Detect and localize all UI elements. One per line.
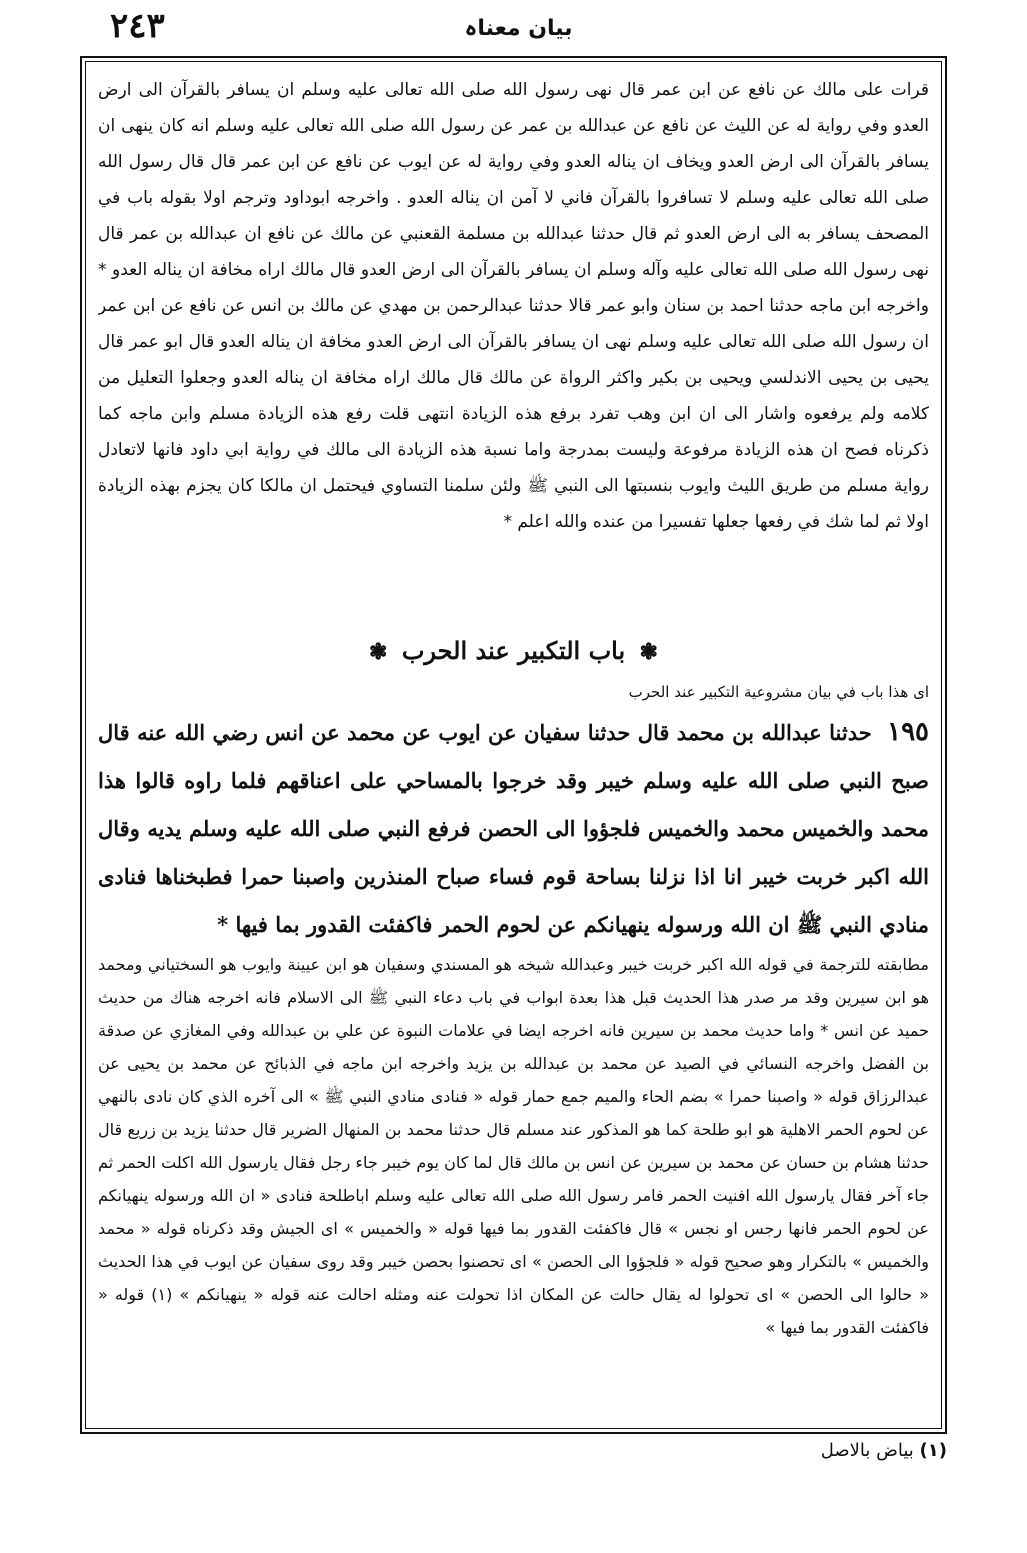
page-number: ٢٤٣: [110, 6, 165, 46]
commentary-bottom: مطابقته للترجمة في قوله الله اكبر خربت خيبر وعبدالله شيخه هو المسندي وسفيان هو ابن عيينة وايوب هو السختياني ومحمد هو ابن سيرين وقد مر صدر هذا الحديث قبل هذا بعدة ابواب في باب دعاء النبي ﷺ الى الاسلام فانه اخرجه هناك من حديث حميد عن انس * واما حديث محمد بن سيرين فانه اخرجه ايضا في علامات النبوة عن علي بن عبدالله وفي المغازي عن صدقة بن الفضل واخرجه النسائي في الصيد عن محمد بن عبدالله بن يزيد واخرجه ابن ماجه في الذبائح عن محمد بن يحيى عن عبدالرزاق قوله « واصبنا حمرا » بضم الحاء والميم جمع حمار قوله « فنادى منادي النبي ﷺ » الى آخره الذي كان نادى بالنهي عن لحوم الحمر الاهلية هو ابو طلحة كما هو المذكور عند مسلم قال حدثنا محمد بن المنهال الضرير قال حدثنا يزيد بن زريع قال حدثنا هشام بن حسان عن محمد بن سيرين عن انس بن مالك قال لما كان يوم خيبر جاء رجل فقال يارسول الله اكلت الحمر ثم جاء آخر فقال يارسول الله افنيت الحمر فامر رسول الله صلى الله تعالى عليه وسلم اباطلحة فنادى « ان الله ورسوله ينهيانكم عن لحوم الحمر فانها رجس او نجس » قال فاكفئت القدور بما فيها قوله « والخميس » اى الجيش وقد ذكرناه قوله « محمد والخميس » بالتكرار وهو صحيح قوله « فلجؤوا الى الحصن » اى تحصنوا بحصن خيبر وقد روى سفيان عن ايوب في هذا الحديث « حالوا الى الحصن » اى تحولوا له يقال حالت عن المكان اذا تحولت عنه ومثله احالت عنه قوله « ينهيانكم » (١) قوله « فاكفئت القدور بما فيها »: [98, 955, 929, 1337]
hadith-text: [98, 708, 929, 948]
footnote-marker: (١): [919, 1440, 947, 1461]
footnote-text: بياض بالاصل: [820, 1440, 914, 1461]
ornament-left-icon: ❃: [369, 639, 388, 665]
hadith-number: ١٩٥: [887, 717, 929, 747]
ornament-right-icon: ❃: [639, 639, 658, 665]
text-frame-inner: [85, 61, 942, 1429]
text-frame: [80, 56, 947, 1434]
running-title: بیان معناہ: [464, 16, 573, 41]
chapter-gloss: اى هذا باب في بيان مشروعية التكبير عند الحرب: [628, 683, 929, 701]
footnotes: [80, 1440, 947, 1461]
commentary-top: قرات على مالك عن نافع عن ابن عمر قال نهى رسول الله صلى الله تعالى عليه وسلم ان يسافر بالقرآن الى ارض العدو وفي رواية له عن الليث عن نافع عن عبدالله بن عمر عن رسول الله صلى الله تعالى عليه وسلم انه كان ينهى ان يسافر بالقرآن الى ارض العدو ويخاف ان يناله العدو وفي رواية له عن ايوب عن نافع عن ابن عمر قال قال رسول الله صلى الله تعالى عليه وسلم لا تسافروا بالقرآن فاني لا آمن ان يناله العدو . واخرجه ابوداود وترجم اولا بقوله باب في المصحف يسافر به الى ارض العدو ثم قال حدثنا عبدالله بن مسلمة القعنبي عن مالك عن نافع ان عبدالله بن عمر قال نهى رسول الله صلى الله تعالى عليه وآله وسلم ان يسافر بالقرآن الى ارض العدو قال مالك اراه مخافة ان يناله العدو * واخرجه ابن ماجه حدثنا احمد بن سنان وابو عمر قالا حدثنا عبدالرحمن بن مهدي عن مالك بن انس عن نافع عن ابن عمر ان رسول الله صلى الله تعالى عليه وسلم نهى ان يسافر بالقرآن الى ارض العدو مخافة ان يناله العدو قال ابو عمر قال يحيى بن يحيى الاندلسي ويحيى بن بكير واكثر الرواة عن مالك قال مالك اراه مخافة ان يناله العدو وجعلوا التعليل من كلامه ولم يرفعوه واشار الى ان ابن وهب تفرد برفع هذه الزيادة انتهى قلت رفع هذه الزيادة مسلم وابن ماجه كما ذكرناه فصح ان هذه الزيادة مرفوعة وليست بمدرجة واما نسبة هذه الزيادة الى مالك في رواية ابي داود فانها لاتعادل رواية مسلم من طريق الليث وايوب بنسبتها الى النبي ﷺ ولئن سلمنا التساوي فيحتمل ان مالكا كان يجزم بهذه الزيادة اولا ثم لما شك في رفعها جعلها تفسيرا من عنده والله اعلم *: [98, 80, 929, 532]
page-header: [70, 6, 967, 50]
hadith-body: حدثنا عبدالله بن محمد قال حدثنا سفيان عن ايوب عن محمد عن انس رضي الله عنه قال صبح النبي صلى الله عليه وسلم خيبر وقد خرجوا بالمساحي على اعناقهم فلما راوه قالوا هذا محمد والخميس محمد والخميس فلجؤوا الى الحصن فرفع النبي صلى الله عليه وسلم يديه وقال الله اكبر خربت خيبر انا اذا نزلنا بساحة قوم فساء صباح المنذرين واصبنا حمرا فطبخناها فنادى منادي النبي ﷺ ان الله ورسوله ينهيانكم عن لحوم الحمر فاكفئت القدور بما فيها *: [98, 720, 929, 937]
chapter-title: باب التكبير عند الحرب: [401, 636, 626, 665]
chapter-heading: [98, 628, 929, 674]
